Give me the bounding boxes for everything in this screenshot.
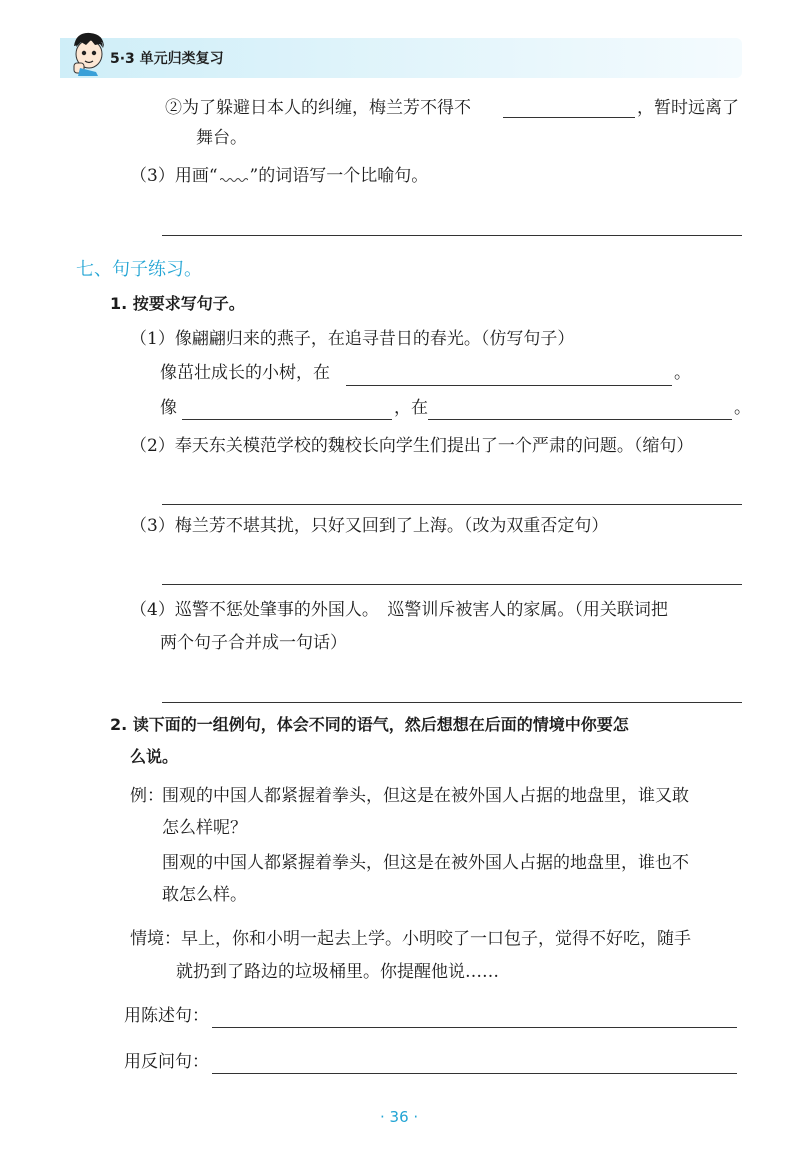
answer-line[interactable]	[182, 419, 392, 420]
period: 。	[674, 363, 691, 383]
s4-question-line2: 两个句子合并成一句话）	[160, 633, 347, 653]
situation-line2: 就扔到了路边的垃圾桶里。你提醒他说……	[176, 962, 499, 982]
answer-line[interactable]	[428, 419, 732, 420]
prev-q2-part1: ②为了躲避日本人的纠缠，梅兰芳不得不	[165, 98, 471, 118]
section-title: 七、句子练习。	[76, 259, 202, 280]
prev-q2-cont: 舞台。	[196, 128, 247, 148]
example1-line1: 围观的中国人都紧握着拳头，但这是在被外国人占据的地盘里，谁又敢	[162, 786, 689, 806]
answer-line[interactable]	[162, 235, 742, 236]
page-number: · 36 ·	[380, 1108, 419, 1126]
s3-question: （3）梅兰芳不堪其扰，只好又回到了上海。（改为双重否定句）	[130, 516, 609, 536]
answer-line[interactable]	[346, 385, 672, 386]
s1-a-prefix: 像茁壮成长的小树，在	[160, 363, 330, 383]
rhetorical-answer-line[interactable]	[212, 1073, 737, 1074]
rhetorical-label: 用反问句：	[124, 1052, 209, 1072]
example1-line2: 怎么样呢？	[162, 818, 247, 838]
period: 。	[734, 398, 751, 418]
declarative-answer-line[interactable]	[212, 1027, 737, 1028]
wavy-underline-icon	[220, 167, 248, 175]
prev-q2-part2: ，暂时远离了	[637, 98, 739, 118]
answer-line[interactable]	[162, 702, 742, 703]
part2-title-line1: 2. 读下面的一组例句，体会不同的语气，然后想想在后面的情境中你要怎	[110, 715, 629, 734]
situation-line1: 情境：早上，你和小明一起去上学。小明咬了一口包子，觉得不好吃，随手	[130, 929, 691, 949]
answer-line[interactable]	[162, 584, 742, 585]
s1-question: （1）像翩翩归来的燕子，在追寻昔日的春光。（仿写句子）	[130, 329, 575, 349]
header-title: 5·3 单元归类复习	[110, 51, 224, 67]
answer-line[interactable]	[162, 504, 742, 505]
example-label: 例：	[130, 786, 164, 806]
mascot-avatar	[66, 30, 110, 76]
s1-b-prefix: 像	[160, 398, 177, 418]
answer-line[interactable]	[503, 117, 635, 118]
s1-b-mid: ，在	[394, 398, 428, 418]
prev-q3-post: ”的词语写一个比喻句。	[249, 166, 429, 186]
part1-title: 1. 按要求写句子。	[110, 294, 245, 313]
declarative-label: 用陈述句：	[124, 1006, 209, 1026]
part2-title-line2: 么说。	[130, 747, 179, 766]
s2-question: （2）奉天东关模范学校的魏校长向学生们提出了一个严肃的问题。（缩句）	[130, 436, 694, 456]
s4-question-line1: （4）巡警不惩处肇事的外国人。 巡警训斥被害人的家属。（用关联词把	[130, 600, 668, 620]
example2-line2: 敢怎么样。	[162, 885, 247, 905]
prev-q3-pre: （3）用画“	[130, 166, 218, 186]
prev-q3	[130, 165, 428, 187]
example2-line1: 围观的中国人都紧握着拳头，但这是在被外国人占据的地盘里，谁也不	[162, 853, 689, 873]
